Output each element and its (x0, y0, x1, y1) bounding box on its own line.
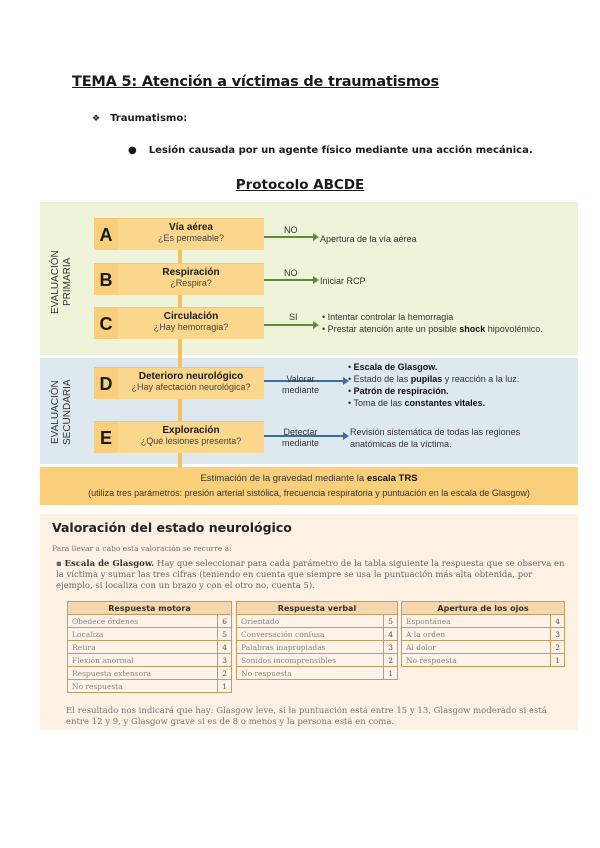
action-a: Apertura de la vía aérea (320, 234, 417, 244)
table-header: Respuesta verbal (237, 602, 398, 615)
step-e (94, 421, 264, 453)
step-name: Exploración (162, 425, 220, 436)
answer-d: Valorar mediante (282, 374, 320, 395)
step-question: ¿Es permeable? (157, 233, 225, 243)
action-item: • Intentar controlar la hemorragia (322, 311, 543, 323)
response-label: No respuesta (402, 654, 551, 667)
response-score: 2 (551, 641, 565, 654)
diamond-bullet-icon: ❖ (92, 113, 101, 124)
response-score: 1 (384, 667, 398, 680)
response-label: Respuesta extensora (68, 667, 218, 680)
secondary-label: EVALUACIÓN SECUNDARIA (50, 379, 73, 445)
response-label: Palabras inapropiadas (237, 641, 384, 654)
primary-label: EVALUACIÓN PRIMARIA (50, 250, 73, 314)
answer-c: SI (289, 312, 298, 322)
response-score: 4 (218, 641, 232, 654)
step-a (94, 218, 264, 250)
action-c (322, 311, 543, 335)
step-question: ¿Respira? (170, 278, 212, 288)
action-item: • Escala de Glasgow. (348, 361, 519, 373)
step-name: Deterioro neurológico (138, 371, 244, 382)
response-score: 5 (218, 628, 232, 641)
response-label: Sonidos incomprensibles (237, 654, 384, 667)
response-score: 3 (551, 628, 565, 641)
table-row (68, 615, 232, 628)
answer-e: Detectar mediante (282, 427, 320, 448)
arrow-a (264, 236, 314, 238)
response-label: Flexión anormal (68, 654, 218, 667)
response-score: 3 (218, 654, 232, 667)
bullet-traumatismo (92, 113, 187, 124)
response-score: 2 (218, 667, 232, 680)
table-motor (67, 601, 232, 693)
step-b (94, 263, 264, 295)
step-question: ¿Hay hemorragia? (153, 322, 229, 332)
table-row (237, 654, 398, 667)
response-score: 5 (384, 615, 398, 628)
action-item: • Estado de las pupilas y reacción a la luz. (348, 373, 519, 385)
step-letter: D (94, 368, 118, 399)
table-row (402, 615, 565, 628)
table-row (237, 615, 398, 628)
table-row (237, 641, 398, 654)
step-letter: C (94, 308, 118, 339)
bullet-definition (128, 145, 533, 156)
action-d (348, 361, 519, 409)
table-row (68, 628, 232, 641)
response-label: Espontánea (402, 615, 551, 628)
bullet-text: Traumatismo: (110, 113, 188, 124)
step-name: Respiración (162, 267, 220, 278)
response-label: No respuesta (237, 667, 384, 680)
step-c (94, 307, 264, 339)
table-header: Respuesta motora (68, 602, 232, 615)
answer-b: NO (284, 268, 298, 278)
action-item: • Patrón de respiración. (348, 385, 519, 397)
page-title: TEMA 5: Atención a víctimas de traumatismos (72, 74, 439, 90)
response-label: Al dolor (402, 641, 551, 654)
arrow-b (264, 279, 314, 281)
table-eyes (401, 601, 565, 667)
footer-text: El resultado nos indicará que hay: Glasgow leve, si la puntuación está entre 15 y 13, Glasgow moderado si está entre 12 y 9, y Glasgow grave si es de 8 o menos y la persona está en coma. (66, 706, 547, 727)
table-verbal (236, 601, 398, 680)
action-e: Revisión sistemática de todas las regiones anatómicas de la víctima. (350, 427, 521, 449)
action-item: • Prestar atención ante un posible shock hipovolémico. (322, 323, 543, 335)
arrow-c (264, 324, 314, 326)
table-row (237, 667, 398, 680)
response-label: Conversación confusa (237, 628, 384, 641)
step-letter: A (94, 219, 118, 250)
action-b: Iniciar RCP (320, 276, 366, 286)
response-score: 1 (551, 654, 565, 667)
response-score: 4 (551, 615, 565, 628)
response-label: No respuesta (68, 680, 218, 693)
response-score: 1 (218, 680, 232, 693)
response-score: 4 (384, 628, 398, 641)
response-label: Retira (68, 641, 218, 654)
step-name: Vía aérea (169, 222, 213, 233)
intro-text: Para llevar a cabo esta valoración se recurre a: (52, 544, 232, 553)
table-row (402, 654, 565, 667)
step-d (94, 367, 264, 399)
table-header: Apertura de los ojos (402, 602, 565, 615)
response-label: Obedece órdenes (68, 615, 218, 628)
table-row (68, 654, 232, 667)
answer-a: NO (284, 225, 298, 235)
response-score: 3 (384, 641, 398, 654)
response-label: Localiza (68, 628, 218, 641)
table-row (402, 641, 565, 654)
response-label: Orientado (237, 615, 384, 628)
step-letter: B (94, 264, 118, 295)
bullet-text: Lesión causada por un agente físico mediante una acción mecánica. (148, 145, 533, 156)
table-row (68, 641, 232, 654)
section-title: Valoración del estado neurológico (52, 520, 292, 535)
step-question: ¿Hay afectación neurológica? (131, 382, 251, 392)
table-row (68, 667, 232, 680)
action-item: • Toma de las constantes vitales. (348, 397, 519, 409)
step-letter: E (94, 422, 118, 453)
response-score: 6 (218, 615, 232, 628)
protocol-title: Protocolo ABCDE (235, 177, 365, 193)
dot-bullet-icon: ● (128, 145, 137, 156)
step-question: ¿Qué lesiones presenta? (140, 436, 242, 446)
step-name: Circulación (163, 311, 219, 322)
trs-box: Estimación de la gravedad mediante la escala TRS (utiliza tres parámetros: presión arterial sistólica, frecuencia respiratoria y puntuación en la escala de Glasgow) (40, 467, 578, 505)
response-score: 2 (384, 654, 398, 667)
response-label: A la orden (402, 628, 551, 641)
table-row (68, 680, 232, 693)
table-row (237, 628, 398, 641)
glasgow-paragraph: ▪ Escala de Glasgow. Hay que seleccionar para cada parámetro de la tabla siguiente la respuesta que se observa en la víctima y sumar las tres cifras (teniendo en cuenta que siempre se usa la puntuación más alta obtenida, por ejemplo, si localiza con un brazo y con el otro no, cuenta 5). (56, 559, 565, 591)
table-row (402, 628, 565, 641)
